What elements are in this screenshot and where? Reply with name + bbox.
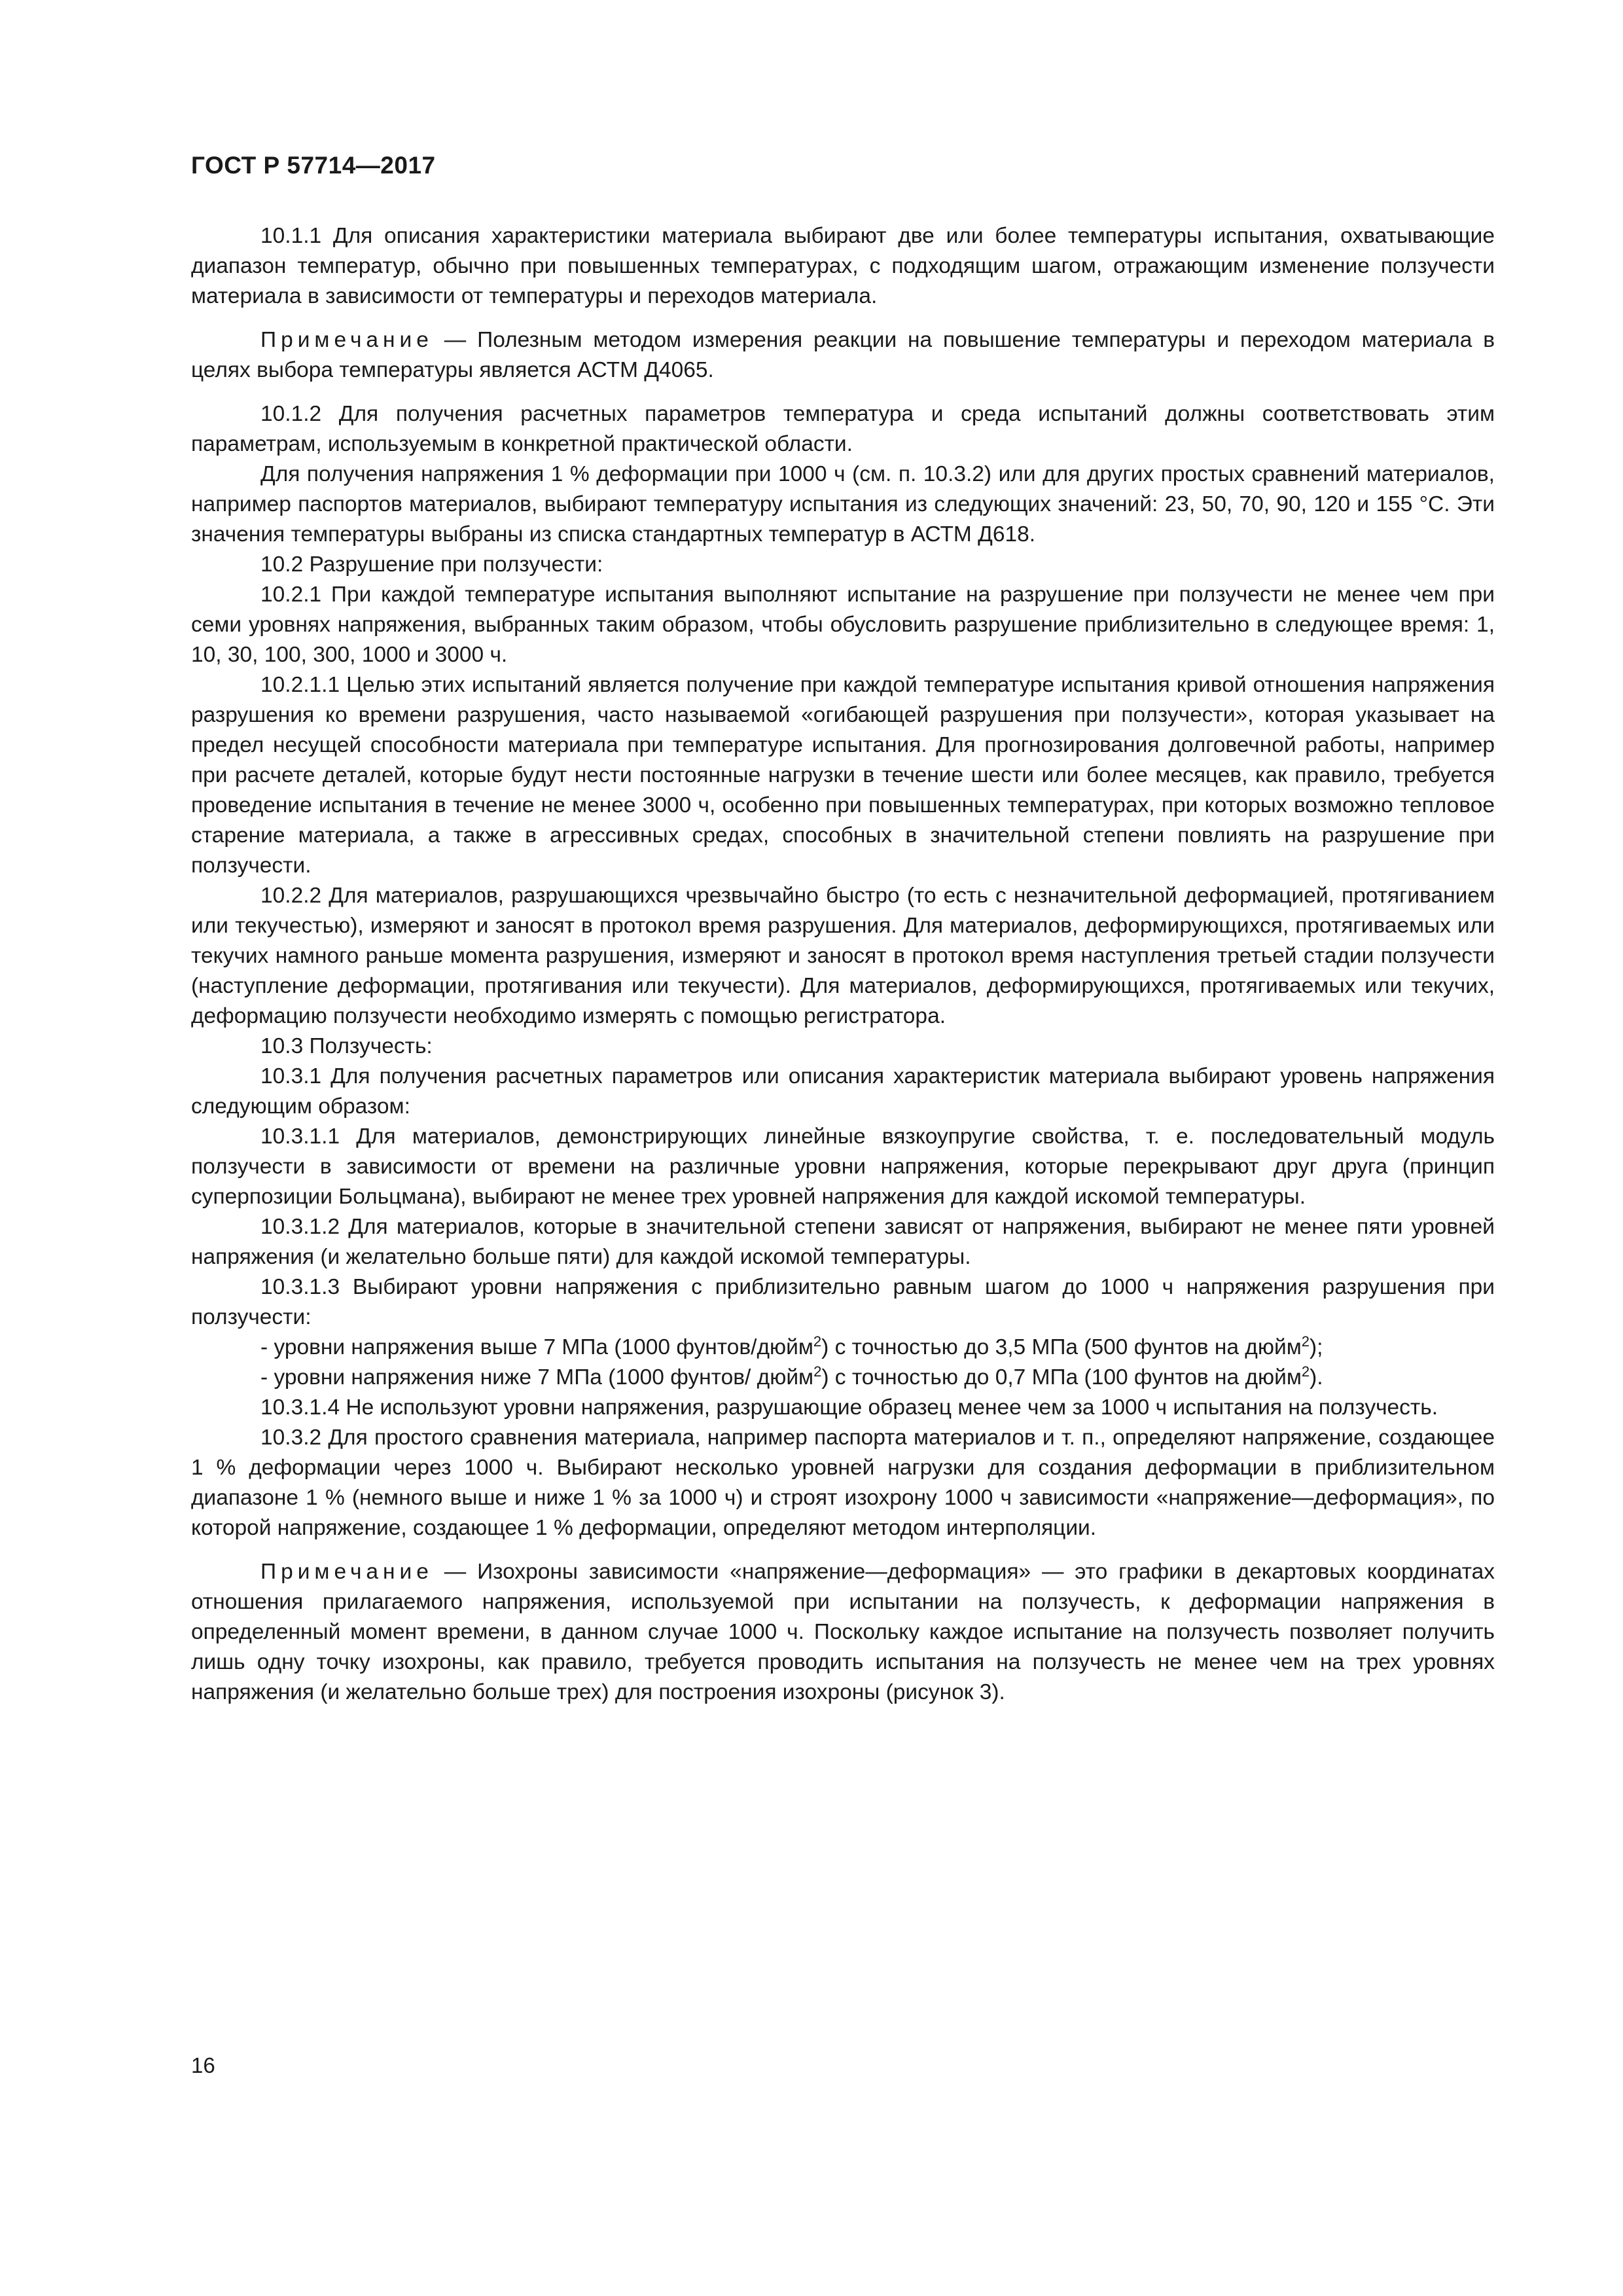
note-2	[191, 1557, 1495, 1708]
bullet-text: );	[1309, 1335, 1323, 1359]
superscript: 2	[813, 1333, 822, 1350]
heading-10-2: 10.2 Разрушение при ползучести:	[260, 552, 603, 577]
superscript: 2	[1301, 1363, 1310, 1380]
superscript: 2	[1301, 1333, 1310, 1350]
page-number: 16	[191, 2053, 215, 2077]
note-1	[191, 325, 1495, 386]
heading-10-3: 10.3 Ползучесть:	[260, 1034, 433, 1058]
paragraph-10-2-1-1: 10.2.1.1 Целью этих испытаний является получение при каждой температуре испытания кривой отношения напряжения разрушения ко времени разрушения, часто называемой «огибающей разрушения при ползучести», которая указывает на предел несущей способности материала при температуре испытания. Для прогнозирования долговечной работы, например при расчете деталей, которые будут нести постоянные нагрузки в течение шести или более месяцев, как правило, требуется проведение испытания в течение не менее 3000 ч, особенно при повышенных температурах, при которых возможно тепловое старение материала, а также в агрессивных средах, способных в значительной степени повлиять на разрушение при ползучести.	[191, 673, 1495, 878]
paragraph-10-2-2: 10.2.2 Для материалов, разрушающихся чрезвычайно быстро (то есть с незначительной деформацией, протягиванием или текучестью), измеряют и заносят в протокол время разрушения. Для материалов, деформирующихся, протягиваемых или текучих намного раньше момента разрушения, измеряют и заносят в протокол время наступления третьей стадии ползучести (наступление деформации, протягивания или текучести). Для материалов, деформирующихся, протягиваемых или текучих, деформацию ползучести необходимо измерять с помощью регистратора.	[191, 884, 1495, 1028]
bullet-text: ) с точностью до 3,5 МПа (500 фунтов на дюйм	[821, 1335, 1302, 1359]
paragraph-10-3-1-3: 10.3.1.3 Выбирают уровни напряжения с приблизительно равным шагом до 1000 ч напряжения разрушения при ползучести:	[191, 1275, 1495, 1329]
note-label: Примечание	[260, 328, 433, 352]
paragraph-10-1-2: 10.1.2 Для получения расчетных параметров температура и среда испытаний должны соответствовать этим параметрам, используемым в конкретной практической области.	[191, 402, 1495, 456]
bullet-stress-below	[191, 1363, 1495, 1393]
paragraph-10-3-1-2: 10.3.1.2 Для материалов, которые в значительной степени зависят от напряжения, выбирают не менее пяти уровней напряжения (и желательно больше пяти) для каждой искомой температуры.	[191, 1215, 1495, 1269]
note-label: Примечание	[260, 1560, 433, 1584]
paragraph-10-1-1: 10.1.1 Для описания характеристики материала выбирают две или более температуры испытания, охватывающие диапазон температур, обычно при повышенных температурах, с подходящим шагом, отражающим изменение ползучести материала в зависимости от температуры и переходов материала.	[191, 224, 1495, 308]
paragraph-temperature-values: Для получения напряжения 1 % деформации при 1000 ч (см. п. 10.3.2) или для других простых сравнений материалов, например паспортов материалов, выбирают температуру испытания из следующих значений: 23, 50, 70, 90, 120 и 155 °С. Эти значения температуры выбраны из списка стандартных температур в АСТМ Д618.	[191, 462, 1495, 547]
paragraph-10-2-1: 10.2.1 При каждой температуре испытания выполняют испытание на разрушение при ползучести не менее чем при семи уровнях напряжения, выбранных таким образом, чтобы обусловить разрушение приблизительно в следующее время: 1, 10, 30, 100, 300, 1000 и 3000 ч.	[191, 583, 1495, 667]
note-text: — Полезным методом измерения реакции на повышение температуры и переходом материала в целях выбора температуры является АСТМ Д4065.	[191, 328, 1495, 382]
bullet-text: ).	[1310, 1365, 1323, 1390]
paragraph-10-3-1-4: 10.3.1.4 Не используют уровни напряжения, разрушающие образец менее чем за 1000 ч испытания на ползучесть.	[260, 1395, 1438, 1420]
paragraph-10-3-2: 10.3.2 Для простого сравнения материала, например паспорта материалов и т. п., определяют напряжение, создающее 1 % деформации через 1000 ч. Выбирают несколько уровней нагрузки для создания деформации в приблизительном диапазоне 1 % (немного выше и ниже 1 % за 1000 ч) и строят изохрону 1000 ч зависимости «напряжение—деформация», по которой напряжение, создающее 1 % деформации, определяют методом интерполяции.	[191, 1426, 1495, 1540]
document-body	[191, 221, 1495, 1708]
bullet-text: - уровни напряжения выше 7 МПа (1000 фунтов/дюйм	[260, 1335, 813, 1359]
superscript: 2	[813, 1363, 822, 1380]
document-header: ГОСТ Р 57714—2017	[191, 152, 436, 179]
paragraph-10-3-1: 10.3.1 Для получения расчетных параметров или описания характеристик материала выбирают уровень напряжения следующим образом:	[191, 1064, 1495, 1119]
bullet-text: ) с точностью до 0,7 МПа (100 фунтов на дюйм	[821, 1365, 1302, 1390]
paragraph-10-3-1-1: 10.3.1.1 Для материалов, демонстрирующих линейные вязкоупругие свойства, т. е. последовательный модуль ползучести в зависимости от времени на различные уровни напряжения, которые перекрывают друг друга (принцип суперпозиции Больцмана), выбирают не менее трех уровней напряжения для каждой искомой температуры.	[191, 1124, 1495, 1209]
bullet-text: - уровни напряжения ниже 7 МПа (1000 фунтов/ дюйм	[260, 1365, 814, 1390]
bullet-stress-above	[191, 1333, 1495, 1363]
note-text: — Изохроны зависимости «напряжение—деформация» — это графики в декартовых координатах отношения прилагаемого напряжения, используемой при испытании на ползучесть, к деформации напряжения в определенный момент времени, в данном случае 1000 ч. Поскольку каждое испытание на ползучесть позволяет получить лишь одну точку изохроны, как правило, требуется проводить испытания на ползучесть не менее чем на трех уровнях напряжения (и желательно больше трех) для построения изохроны (рисунок 3).	[191, 1560, 1495, 1704]
